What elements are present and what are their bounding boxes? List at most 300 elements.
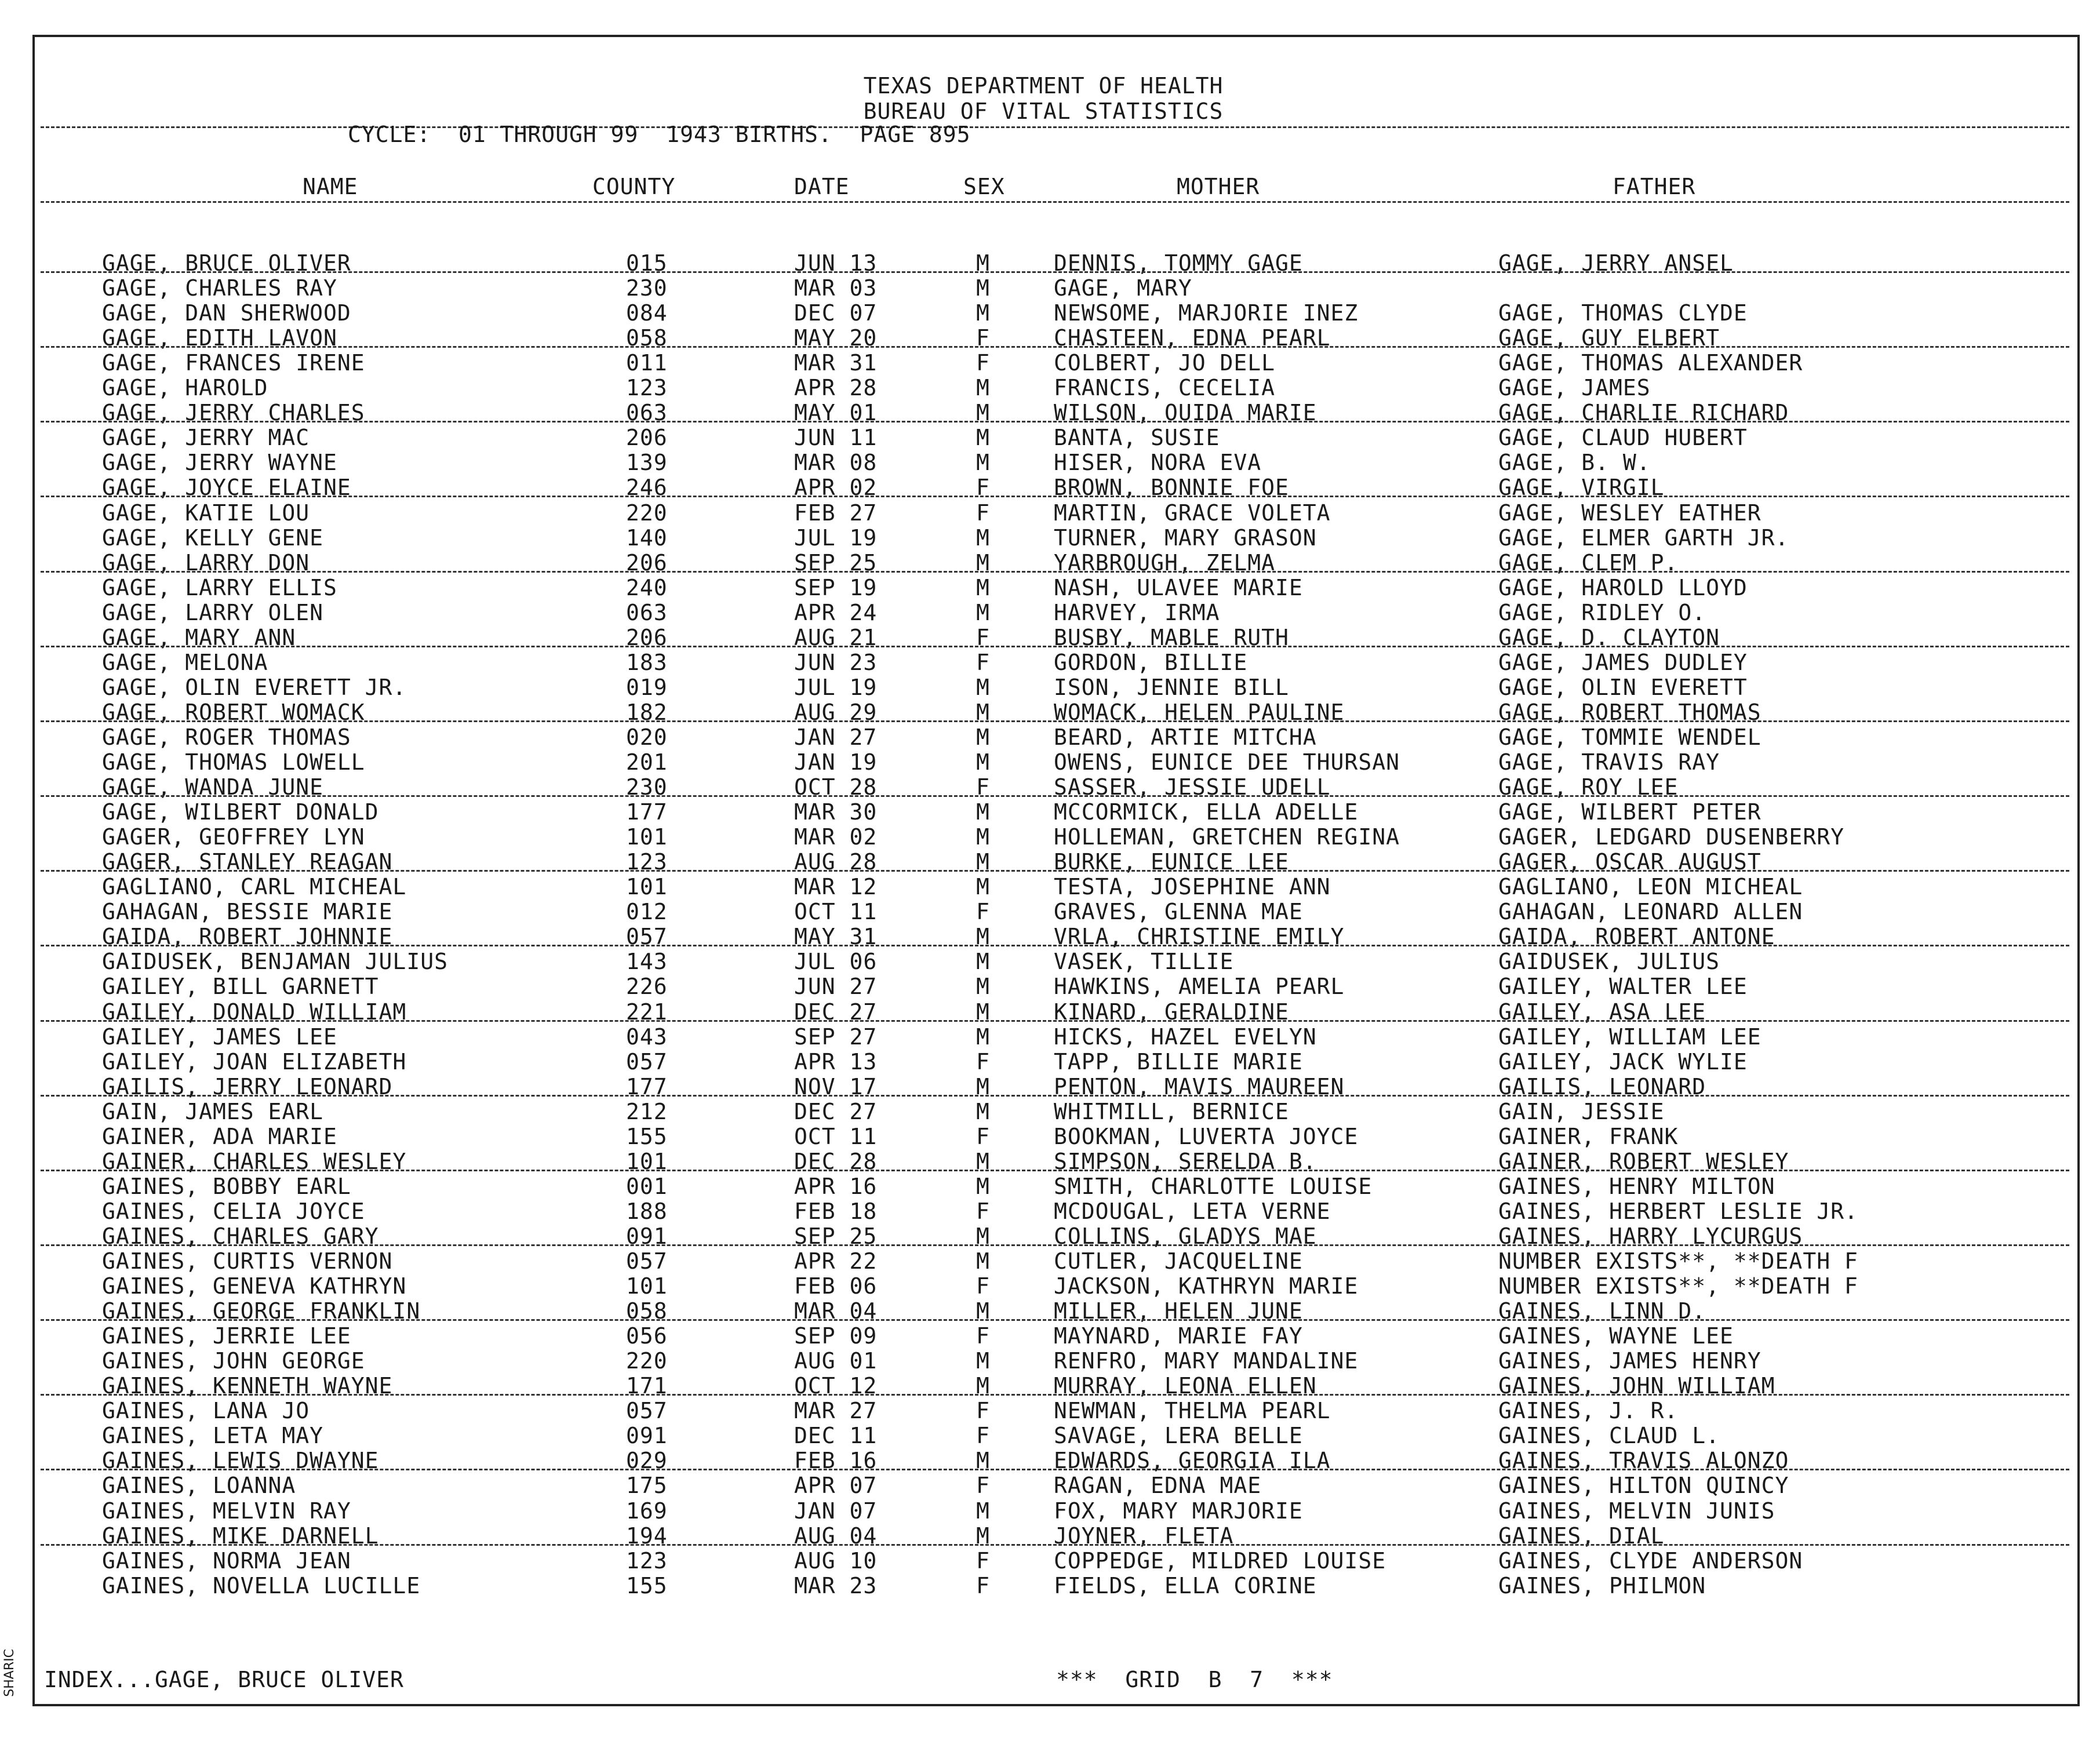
record-father: GAGE, ELMER GARTH JR. — [1498, 525, 1789, 551]
record-date: DEC 28 — [794, 1149, 878, 1174]
record-row — [0, 326, 2100, 349]
record-date: DEC 27 — [794, 999, 878, 1025]
record-row — [0, 1050, 2100, 1073]
record-sex: F — [976, 899, 990, 924]
row-rule — [41, 1469, 2069, 1470]
record-mother: MARTIN, GRACE VOLETA — [1054, 500, 1331, 526]
record-name: GAGE, ROGER THOMAS — [102, 724, 351, 750]
record-sex: M — [976, 799, 990, 825]
record-county: 246 — [626, 475, 668, 500]
record-father: GAGE, THOMAS ALEXANDER — [1498, 350, 1803, 376]
record-date: AUG 21 — [794, 625, 878, 650]
record-sex: M — [976, 1149, 990, 1174]
record-father: GAINER, FRANK — [1498, 1124, 1679, 1149]
record-county: 001 — [626, 1174, 668, 1199]
record-county: 188 — [626, 1199, 668, 1224]
record-father: NUMBER EXISTS**, **DEATH F — [1498, 1273, 1858, 1299]
record-father: GAINER, ROBERT WESLEY — [1498, 1149, 1789, 1174]
record-mother: RAGAN, EDNA MAE — [1054, 1473, 1262, 1498]
record-name: GAGE, BRUCE OLIVER — [102, 250, 351, 276]
row-rule — [41, 945, 2069, 946]
record-date: DEC 11 — [794, 1423, 878, 1448]
row-rule — [41, 795, 2069, 797]
record-name: GAINER, CHARLES WESLEY — [102, 1149, 407, 1174]
record-mother: CHASTEEN, EDNA PEARL — [1054, 325, 1331, 351]
record-mother: COLLINS, GLADYS MAE — [1054, 1223, 1317, 1249]
record-mother: BANTA, SUSIE — [1054, 425, 1220, 450]
record-mother: HOLLEMAN, GRETCHEN REGINA — [1054, 824, 1400, 850]
record-father: GAINES, HENRY MILTON — [1498, 1174, 1775, 1199]
record-sex: M — [976, 675, 990, 700]
record-row — [0, 1100, 2100, 1123]
record-date: MAR 03 — [794, 275, 878, 301]
record-row — [0, 1399, 2100, 1422]
record-county: 177 — [626, 799, 668, 825]
record-date: OCT 12 — [794, 1373, 878, 1399]
record-sex: M — [976, 250, 990, 276]
record-mother: MCDOUGAL, LETA VERNE — [1054, 1199, 1331, 1224]
record-county: 063 — [626, 600, 668, 625]
record-row — [0, 1225, 2100, 1248]
record-date: MAR 30 — [794, 799, 878, 825]
record-sex: F — [976, 325, 990, 351]
record-county: 101 — [626, 1273, 668, 1299]
record-sex: M — [976, 1373, 990, 1399]
record-county: 043 — [626, 1024, 668, 1050]
record-name: GAGE, LARRY DON — [102, 550, 310, 576]
header-title: TEXAS DEPARTMENT OF HEALTH — [863, 73, 1224, 99]
record-father: GAINES, WAYNE LEE — [1498, 1323, 1734, 1349]
record-mother: BOOKMAN, LUVERTA JOYCE — [1054, 1124, 1359, 1149]
record-row — [0, 576, 2100, 599]
record-row — [0, 276, 2100, 300]
record-father: GAGE, OLIN EVERETT — [1498, 675, 1748, 700]
record-row — [0, 1250, 2100, 1273]
record-county: 171 — [626, 1373, 668, 1399]
record-row — [0, 925, 2100, 948]
record-name: GAINES, MELVIN RAY — [102, 1498, 351, 1524]
record-date: OCT 11 — [794, 1124, 878, 1149]
record-sex: M — [976, 400, 990, 425]
record-date: MAR 04 — [794, 1298, 878, 1324]
record-row — [0, 551, 2100, 574]
record-father: GAINES, J. R. — [1498, 1398, 1679, 1423]
record-mother: DENNIS, TOMMY GAGE — [1054, 250, 1303, 276]
record-father: GAGE, HAROLD LLOYD — [1498, 575, 1748, 600]
record-date: JUN 13 — [794, 250, 878, 276]
record-sex: F — [976, 1199, 990, 1224]
record-name: GAINES, JERRIE LEE — [102, 1323, 351, 1349]
header-rule — [41, 126, 2069, 128]
record-sex: M — [976, 924, 990, 949]
row-rule — [41, 1319, 2069, 1321]
record-row — [0, 252, 2100, 275]
record-name: GAGE, MARY ANN — [102, 625, 296, 650]
record-name: GAINES, CHARLES GARY — [102, 1223, 379, 1249]
record-father: GAILEY, WILLIAM LEE — [1498, 1024, 1761, 1050]
record-name: GAINES, BOBBY EARL — [102, 1174, 351, 1199]
record-name: GAINER, ADA MARIE — [102, 1124, 337, 1149]
column-header-mother: MOTHER — [1177, 174, 1260, 199]
record-name: GAGER, STANLEY REAGAN — [102, 849, 393, 875]
record-sex: M — [976, 824, 990, 850]
record-county: 143 — [626, 949, 668, 974]
record-row — [0, 875, 2100, 898]
record-date: APR 28 — [794, 375, 878, 400]
record-county: 230 — [626, 774, 668, 800]
record-mother: TURNER, MARY GRASON — [1054, 525, 1317, 551]
record-county: 063 — [626, 400, 668, 425]
record-date: MAR 31 — [794, 350, 878, 376]
record-sex: F — [976, 1548, 990, 1574]
row-rule — [41, 870, 2069, 872]
record-row — [0, 1574, 2100, 1597]
row-rule — [41, 421, 2069, 423]
record-name: GAILEY, DONALD WILLIAM — [102, 999, 407, 1025]
record-county: 019 — [626, 675, 668, 700]
record-sex: M — [976, 1348, 990, 1374]
cycle-line: CYCLE: 01 THROUGH 99 1943 BIRTHS. PAGE 895 — [348, 122, 971, 147]
record-sex: F — [976, 1323, 990, 1349]
record-father: GAGE, JERRY ANSEL — [1498, 250, 1734, 276]
record-county: 091 — [626, 1423, 668, 1448]
record-father: NUMBER EXISTS**, **DEATH F — [1498, 1248, 1858, 1274]
record-row — [0, 1474, 2100, 1497]
record-county: 201 — [626, 749, 668, 775]
record-father: GAINES, MELVIN JUNIS — [1498, 1498, 1775, 1524]
record-father: GAGE, CLEM P. — [1498, 550, 1679, 576]
row-rule — [41, 1394, 2069, 1396]
header-subtitle: BUREAU OF VITAL STATISTICS — [863, 99, 1224, 124]
record-sex: F — [976, 650, 990, 675]
record-county: 183 — [626, 650, 668, 675]
record-county: 058 — [626, 1298, 668, 1324]
record-sex: M — [976, 450, 990, 475]
record-date: MAR 23 — [794, 1573, 878, 1598]
record-name: GAINES, LETA MAY — [102, 1423, 324, 1448]
record-row — [0, 1299, 2100, 1323]
row-rule — [41, 496, 2069, 497]
record-row — [0, 1499, 2100, 1523]
record-mother: EDWARDS, GEORGIA ILA — [1054, 1448, 1331, 1473]
record-father: GAGE, TRAVIS RAY — [1498, 749, 1720, 775]
record-father: GAGE, THOMAS CLYDE — [1498, 300, 1748, 326]
record-name: GAILEY, BILL GARNETT — [102, 974, 379, 999]
record-father: GAGE, D. CLAYTON — [1498, 625, 1720, 650]
record-father: GAGE, JAMES DUDLEY — [1498, 650, 1748, 675]
record-mother: HAWKINS, AMELIA PEARL — [1054, 974, 1345, 999]
record-sex: M — [976, 999, 990, 1025]
record-mother: MCCORMICK, ELLA ADELLE — [1054, 799, 1359, 825]
record-county: 057 — [626, 924, 668, 949]
record-row — [0, 1449, 2100, 1472]
record-sex: M — [976, 1223, 990, 1249]
record-sex: M — [976, 1024, 990, 1050]
record-name: GAGE, FRANCES IRENE — [102, 350, 365, 376]
record-row — [0, 1175, 2100, 1198]
record-sex: M — [976, 1298, 990, 1324]
record-sex: M — [976, 300, 990, 326]
record-row — [0, 501, 2100, 525]
record-name: GAGLIANO, CARL MICHEAL — [102, 874, 407, 900]
record-mother: TAPP, BILLIE MARIE — [1054, 1049, 1303, 1075]
record-father: GAGE, JAMES — [1498, 375, 1651, 400]
record-mother: WHITMILL, BERNICE — [1054, 1099, 1289, 1124]
record-sex: M — [976, 600, 990, 625]
record-mother: BURKE, EUNICE LEE — [1054, 849, 1289, 875]
record-county: 155 — [626, 1573, 668, 1598]
record-county: 155 — [626, 1124, 668, 1149]
record-date: OCT 11 — [794, 899, 878, 924]
record-father: GAGLIANO, LEON MICHEAL — [1498, 874, 1803, 900]
record-sex: M — [976, 550, 990, 576]
column-header-father: FATHER — [1613, 174, 1696, 199]
record-county: 084 — [626, 300, 668, 326]
record-sex: F — [976, 1398, 990, 1423]
record-row — [0, 1000, 2100, 1024]
record-name: GAINES, JOHN GEORGE — [102, 1348, 365, 1374]
record-name: GAINES, LANA JO — [102, 1398, 310, 1423]
record-father: GAINES, TRAVIS ALONZO — [1498, 1448, 1789, 1473]
record-date: JUL 06 — [794, 949, 878, 974]
record-row — [0, 1200, 2100, 1223]
record-name: GAINES, CURTIS VERNON — [102, 1248, 393, 1274]
record-mother: PENTON, MAVIS MAUREEN — [1054, 1074, 1345, 1099]
record-name: GAIN, JAMES EARL — [102, 1099, 324, 1124]
record-mother: SIMPSON, SERELDA B. — [1054, 1149, 1317, 1174]
record-father: GAILEY, JACK WYLIE — [1498, 1049, 1748, 1075]
record-father: GAHAGAN, LEONARD ALLEN — [1498, 899, 1803, 924]
record-row — [0, 975, 2100, 998]
record-sex: M — [976, 849, 990, 875]
record-county: 221 — [626, 999, 668, 1025]
record-father: GAINES, HERBERT LESLIE JR. — [1498, 1199, 1858, 1224]
record-name: GAGE, WANDA JUNE — [102, 774, 324, 800]
record-row — [0, 651, 2100, 674]
record-county: 011 — [626, 350, 668, 376]
record-name: GAILIS, JERRY LEONARD — [102, 1074, 393, 1099]
record-father: GAGE, ROBERT THOMAS — [1498, 700, 1761, 725]
record-county: 123 — [626, 1548, 668, 1574]
record-mother: COLBERT, JO DELL — [1054, 350, 1276, 376]
record-sex: M — [976, 724, 990, 750]
record-row — [0, 1424, 2100, 1447]
record-sex: F — [976, 625, 990, 650]
record-sex: M — [976, 575, 990, 600]
record-date: SEP 19 — [794, 575, 878, 600]
record-date: AUG 01 — [794, 1348, 878, 1374]
record-sex: M — [976, 1523, 990, 1549]
column-header-sex: SEX — [963, 174, 1005, 199]
record-row — [0, 825, 2100, 849]
record-name: GAIDUSEK, BENJAMAN JULIUS — [102, 949, 448, 974]
record-name: GAGE, DAN SHERWOOD — [102, 300, 351, 326]
record-name: GAGE, EDITH LAVON — [102, 325, 337, 351]
record-father: GAGE, WESLEY EATHER — [1498, 500, 1761, 526]
record-father: GAINES, DIAL — [1498, 1523, 1665, 1549]
record-county: 177 — [626, 1074, 668, 1099]
record-row — [0, 451, 2100, 474]
record-county: 240 — [626, 575, 668, 600]
record-date: AUG 04 — [794, 1523, 878, 1549]
record-father: GAINES, CLYDE ANDERSON — [1498, 1548, 1803, 1574]
record-father: GAINES, CLAUD L. — [1498, 1423, 1720, 1448]
record-sex: M — [976, 949, 990, 974]
record-mother: CUTLER, JACQUELINE — [1054, 1248, 1303, 1274]
record-sex: M — [976, 1248, 990, 1274]
record-county: 169 — [626, 1498, 668, 1524]
record-name: GAINES, MIKE DARNELL — [102, 1523, 379, 1549]
record-date: MAR 08 — [794, 450, 878, 475]
record-sex: F — [976, 1473, 990, 1498]
record-sex: M — [976, 1448, 990, 1473]
record-county: 206 — [626, 550, 668, 576]
record-date: SEP 25 — [794, 550, 878, 576]
record-mother: NEWMAN, THELMA PEARL — [1054, 1398, 1331, 1423]
record-date: MAY 20 — [794, 325, 878, 351]
row-rule — [41, 271, 2069, 273]
record-row — [0, 726, 2100, 749]
record-date: SEP 25 — [794, 1223, 878, 1249]
record-name: GAINES, GEORGE FRANKLIN — [102, 1298, 421, 1324]
record-row — [0, 900, 2100, 923]
record-sex: M — [976, 1498, 990, 1524]
record-county: 056 — [626, 1323, 668, 1349]
record-row — [0, 1349, 2100, 1372]
row-rule — [41, 1544, 2069, 1546]
record-father: GAILEY, WALTER LEE — [1498, 974, 1748, 999]
record-sex: F — [976, 1049, 990, 1075]
record-row — [0, 850, 2100, 873]
record-date: MAR 02 — [794, 824, 878, 850]
record-father: GAINES, JAMES HENRY — [1498, 1348, 1761, 1374]
record-mother: WOMACK, HELEN PAULINE — [1054, 700, 1345, 725]
record-mother: RENFRO, MARY MANDALINE — [1054, 1348, 1359, 1374]
record-row — [0, 376, 2100, 399]
record-date: SEP 27 — [794, 1024, 878, 1050]
record-father: GAGE, WILBERT PETER — [1498, 799, 1761, 825]
record-father: GAGE, TOMMIE WENDEL — [1498, 724, 1761, 750]
record-mother: GRAVES, GLENNA MAE — [1054, 899, 1303, 924]
record-sex: M — [976, 1099, 990, 1124]
record-name: GAIDA, ROBERT JOHNNIE — [102, 924, 393, 949]
record-father: GAGER, LEDGARD DUSENBERRY — [1498, 824, 1844, 850]
record-date: SEP 09 — [794, 1323, 878, 1349]
record-name: GAGE, KATIE LOU — [102, 500, 310, 526]
record-name: GAINES, LEWIS DWAYNE — [102, 1448, 379, 1473]
record-father: GAGE, GUY ELBERT — [1498, 325, 1720, 351]
record-date: MAY 01 — [794, 400, 878, 425]
record-sex: F — [976, 475, 990, 500]
record-county: 220 — [626, 1348, 668, 1374]
record-date: DEC 27 — [794, 1099, 878, 1124]
record-row — [0, 1125, 2100, 1148]
record-date: AUG 29 — [794, 700, 878, 725]
record-county: 015 — [626, 250, 668, 276]
record-date: AUG 10 — [794, 1548, 878, 1574]
record-sex: M — [976, 700, 990, 725]
record-mother: JOYNER, FLETA — [1054, 1523, 1234, 1549]
row-rule — [41, 1170, 2069, 1171]
column-header-name: NAME — [303, 174, 358, 199]
record-row — [0, 950, 2100, 973]
record-sex: F — [976, 1124, 990, 1149]
record-date: APR 22 — [794, 1248, 878, 1274]
record-mother: KINARD, GERALDINE — [1054, 999, 1289, 1025]
record-row — [0, 351, 2100, 374]
record-sex: F — [976, 1573, 990, 1598]
record-row — [0, 775, 2100, 799]
record-sex: M — [976, 275, 990, 301]
row-rule — [41, 1020, 2069, 1022]
record-mother: NASH, ULAVEE MARIE — [1054, 575, 1303, 600]
record-date: MAY 31 — [794, 924, 878, 949]
record-row — [0, 1075, 2100, 1098]
record-date: AUG 28 — [794, 849, 878, 875]
record-row — [0, 526, 2100, 549]
record-date: JUN 23 — [794, 650, 878, 675]
record-county: 220 — [626, 500, 668, 526]
record-date: APR 16 — [794, 1174, 878, 1199]
record-date: MAR 27 — [794, 1398, 878, 1423]
footer-grid: *** GRID B 7 *** — [1056, 1667, 1333, 1692]
record-name: GAGE, ROBERT WOMACK — [102, 700, 365, 725]
record-father: GAINES, HARRY LYCURGUS — [1498, 1223, 1803, 1249]
record-name: GAGE, OLIN EVERETT JR. — [102, 675, 407, 700]
record-father: GAINES, JOHN WILLIAM — [1498, 1373, 1775, 1399]
record-mother: MAYNARD, MARIE FAY — [1054, 1323, 1303, 1349]
record-row — [0, 601, 2100, 624]
record-sex: M — [976, 525, 990, 551]
record-sex: F — [976, 500, 990, 526]
row-rule — [41, 346, 2069, 348]
record-county: 206 — [626, 625, 668, 650]
record-county: 057 — [626, 1398, 668, 1423]
record-mother: GAGE, MARY — [1054, 275, 1192, 301]
record-name: GAGE, JERRY WAYNE — [102, 450, 337, 475]
record-county: 101 — [626, 1149, 668, 1174]
record-mother: GORDON, BILLIE — [1054, 650, 1248, 675]
record-county: 123 — [626, 849, 668, 875]
record-father: GAIDA, ROBERT ANTONE — [1498, 924, 1775, 949]
record-date: JUN 27 — [794, 974, 878, 999]
record-mother: VRLA, CHRISTINE EMILY — [1054, 924, 1345, 949]
record-name: GAGE, JOYCE ELAINE — [102, 475, 351, 500]
record-county: 226 — [626, 974, 668, 999]
record-date: FEB 16 — [794, 1448, 878, 1473]
record-sex: F — [976, 774, 990, 800]
record-father: GAINES, LINN D. — [1498, 1298, 1706, 1324]
record-row — [0, 1524, 2100, 1547]
record-sex: M — [976, 1174, 990, 1199]
record-mother: ISON, JENNIE BILL — [1054, 675, 1289, 700]
record-row — [0, 476, 2100, 499]
record-county: 057 — [626, 1248, 668, 1274]
record-row — [0, 1025, 2100, 1048]
record-name: GAGE, MELONA — [102, 650, 268, 675]
record-row — [0, 1374, 2100, 1397]
record-row — [0, 1549, 2100, 1572]
record-mother: TESTA, JOSEPHINE ANN — [1054, 874, 1331, 900]
record-row — [0, 751, 2100, 774]
record-row — [0, 1150, 2100, 1173]
record-sex: M — [976, 1074, 990, 1099]
record-row — [0, 676, 2100, 699]
record-name: GAINES, LOANNA — [102, 1473, 296, 1498]
record-county: 175 — [626, 1473, 668, 1498]
record-county: 058 — [626, 325, 668, 351]
record-name: GAGE, JERRY CHARLES — [102, 400, 365, 425]
